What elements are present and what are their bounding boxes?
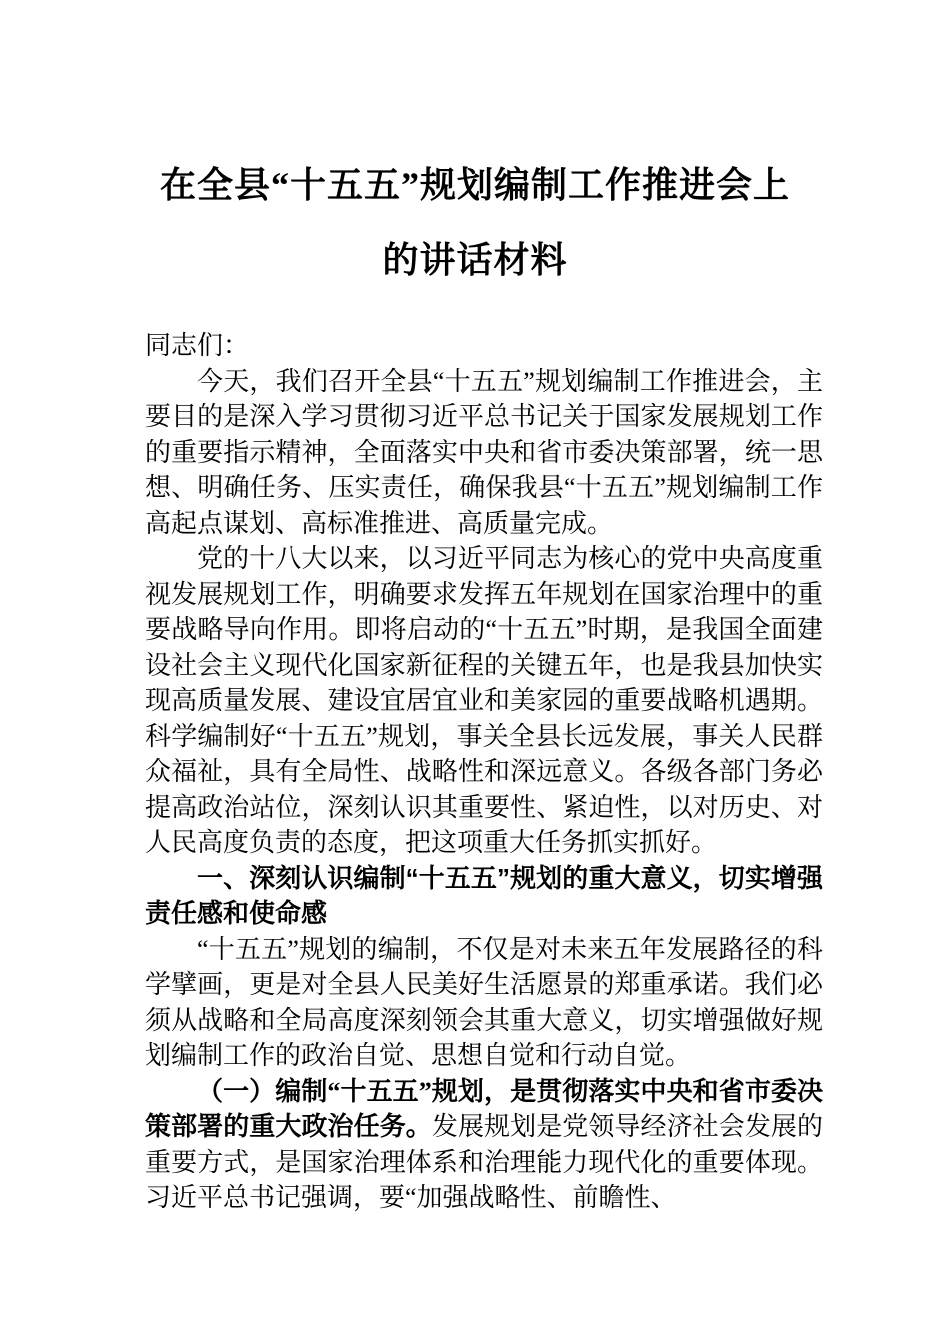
- section-heading-1: 一、深刻认识编制“十五五”规划的重大意义，切实增强责任感和使命感: [145, 862, 823, 928]
- document-title: [0, 0, 950, 298]
- document-title-line-2: 的讲话材料: [382, 240, 568, 280]
- paragraph-intro: 今天，我们召开全县“十五五”规划编制工作推进会，主要目的是深入学习贯彻习近平总书记关于国家发展规划工作的重要指示精神，全面落实中央和省市委决策部署，统一思想、明确任务、压实责任，确保我县“十五五”规划编制工作高起点谋划、高标准推进、高质量完成。: [145, 366, 823, 538]
- salutation: 同志们：: [145, 331, 250, 360]
- document-title-line-1: 在全县“十五五”规划编制工作推进会上: [159, 165, 790, 205]
- paragraph-section1-intro: “十五五”规划的编制，不仅是对未来五年发展路径的科学擘画，更是对全县人民美好生活愿景的郑重承诺。我们必须从战略和全局高度深刻领会其重大意义，切实增强做好规划编制工作的政治自觉、思想自觉和行动自觉。: [145, 934, 823, 1070]
- paragraph-point-1-lead: （一）编制“十五五”规划，是贯彻落实中央和省市委决策部署的重大政治任务。: [145, 1076, 823, 1141]
- paragraph-point-1-rest: 发展规划是党领导经济社会发展的重要方式，是国家治理体系和治理能力现代化的重要体现。习近平总书记强调，要“加强战略性、前瞻性、: [145, 1112, 823, 1212]
- paragraph-background: 党的十八大以来，以习近平同志为核心的党中央高度重视发展规划工作，明确要求发挥五年规划在国家治理中的重要战略导向作用。即将启动的“十五五”时期，是我国全面建设社会主义现代化国家新征程的关键五年，也是我县加快实现高质量发展、建设宜居宜业和美家园的重要战略机遇期。科学编制好“十五五”规划，事关全县长远发展，事关人民群众福祉，具有全局性、战略性和深远意义。各级各部门务必提高政治站位，深刻认识其重要性、紧迫性，以对历史、对人民高度负责的态度，把这项重大任务抓实抓好。: [145, 544, 823, 857]
- document-body: [145, 328, 823, 1216]
- paragraph-point-1: [145, 1074, 823, 1216]
